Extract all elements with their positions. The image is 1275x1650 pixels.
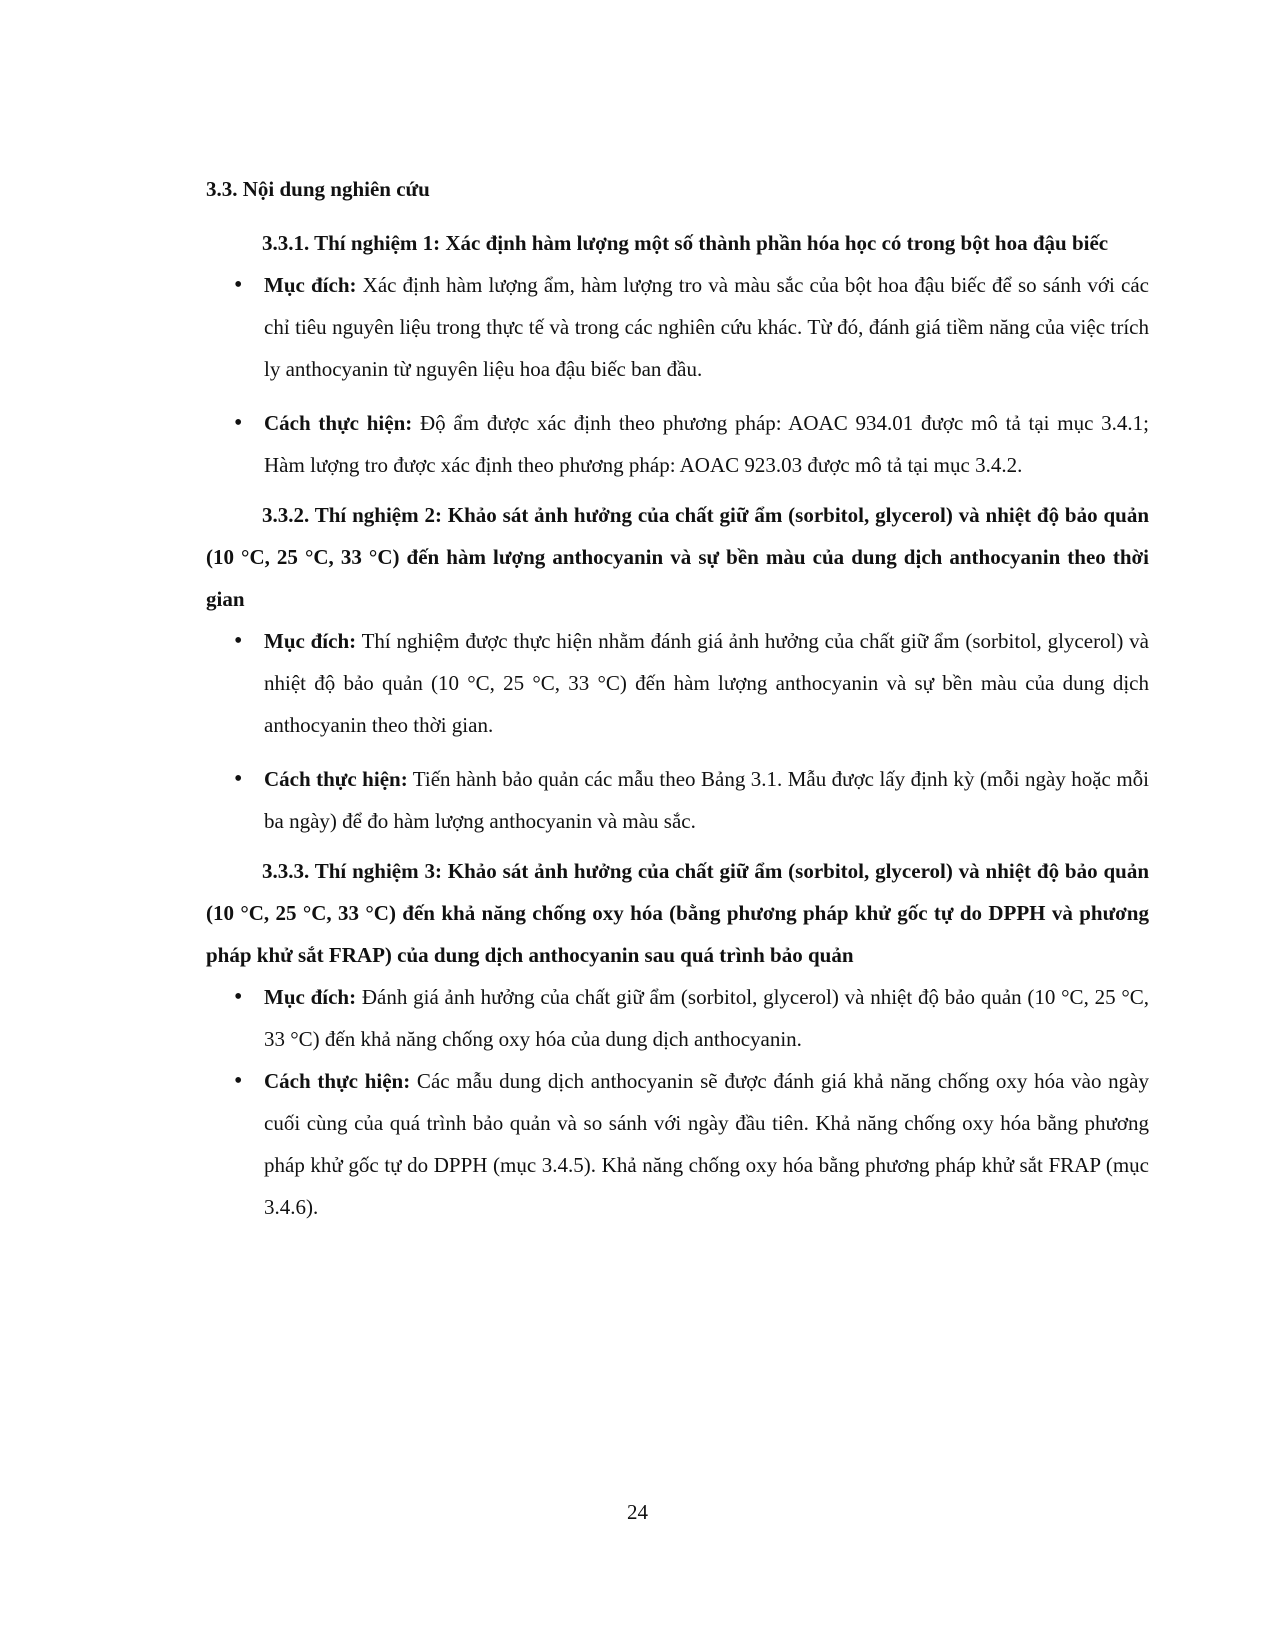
item-text: Các mẫu dung dịch anthocyanin sẽ được đánh giá khả năng chống oxy hóa vào ngày cuối cùng của quá trình bảo quản và so sánh với ngày đầu tiên. Khả năng chống oxy hóa bằng phương pháp khử gốc tự do DPPH (mục 3.4.5). Khả năng chống oxy hóa bằng phương pháp khử sắt FRAP (mục 3.4.6). bbox=[264, 1069, 1149, 1219]
list-item bbox=[206, 976, 1149, 1060]
page-content bbox=[206, 168, 1149, 1228]
item-label: Mục đích: bbox=[264, 273, 357, 297]
item-label: Mục đích: bbox=[264, 629, 357, 653]
item-text: Đánh giá ảnh hưởng của chất giữ ẩm (sorbitol, glycerol) và nhiệt độ bảo quản (10 °C, 25 °C, 33 °C) đến khả năng chống oxy hóa của dung dịch anthocyanin. bbox=[264, 985, 1149, 1051]
experiment-3-list bbox=[206, 976, 1149, 1228]
list-item bbox=[206, 1060, 1149, 1228]
item-text: Thí nghiệm được thực hiện nhằm đánh giá ảnh hưởng của chất giữ ẩm (sorbitol, glycerol) và nhiệt độ bảo quản (10 °C, 25 °C, 33 °C) đến hàm lượng anthocyanin và sự bền màu của dung dịch anthocyanin theo thời gian. bbox=[264, 629, 1150, 737]
item-text: Độ ẩm được xác định theo phương pháp: AOAC 934.01 được mô tả tại mục 3.4.1; Hàm lượng tro được xác định theo phương pháp: AOAC 923.03 được mô tả tại mục 3.4.2. bbox=[264, 411, 1149, 477]
item-label: Cách thực hiện: bbox=[264, 1069, 411, 1093]
experiment-2-title: 3.3.2. Thí nghiệm 2: Khảo sát ảnh hưởng của chất giữ ẩm (sorbitol, glycerol) và nhiệt độ bảo quản (10 °C, 25 °C, 33 °C) đến hàm lượng anthocyanin và sự bền màu của dung dịch anthocyanin theo thời gian bbox=[206, 503, 1149, 611]
item-label: Mục đích: bbox=[264, 985, 357, 1009]
item-text: Xác định hàm lượng ẩm, hàm lượng tro và màu sắc của bột hoa đậu biếc để so sánh với các chỉ tiêu nguyên liệu trong thực tế và trong các nghiên cứu khác. Từ đó, đánh giá tiềm năng của việc trích ly anthocyanin từ nguyên liệu hoa đậu biếc ban đầu. bbox=[264, 273, 1150, 381]
item-text: Tiến hành bảo quản các mẫu theo Bảng 3.1. Mẫu được lấy định kỳ (mỗi ngày hoặc mỗi ba ngày) để đo hàm lượng anthocyanin và màu sắc. bbox=[264, 767, 1149, 833]
experiment-1-list bbox=[206, 264, 1149, 486]
list-item bbox=[206, 758, 1149, 842]
experiment-2-list bbox=[206, 620, 1149, 842]
list-item bbox=[206, 402, 1149, 486]
item-label: Cách thực hiện: bbox=[264, 767, 408, 791]
section-heading: 3.3. Nội dung nghiên cứu bbox=[206, 177, 430, 201]
list-item bbox=[206, 620, 1149, 746]
item-label: Cách thực hiện: bbox=[264, 411, 413, 435]
page-number: 24 bbox=[627, 1500, 648, 1524]
experiment-3-title: 3.3.3. Thí nghiệm 3: Khảo sát ảnh hưởng của chất giữ ẩm (sorbitol, glycerol) và nhiệt độ bảo quản (10 °C, 25 °C, 33 °C) đến khả năng chống oxy hóa (bằng phương pháp khử gốc tự do DPPH và phương pháp khử sắt FRAP) của dung dịch anthocyanin sau quá trình bảo quản bbox=[206, 859, 1149, 967]
experiment-1-title: 3.3.1. Thí nghiệm 1: Xác định hàm lượng một số thành phần hóa học có trong bột hoa đậu biếc bbox=[262, 231, 1109, 255]
list-item bbox=[206, 264, 1149, 390]
